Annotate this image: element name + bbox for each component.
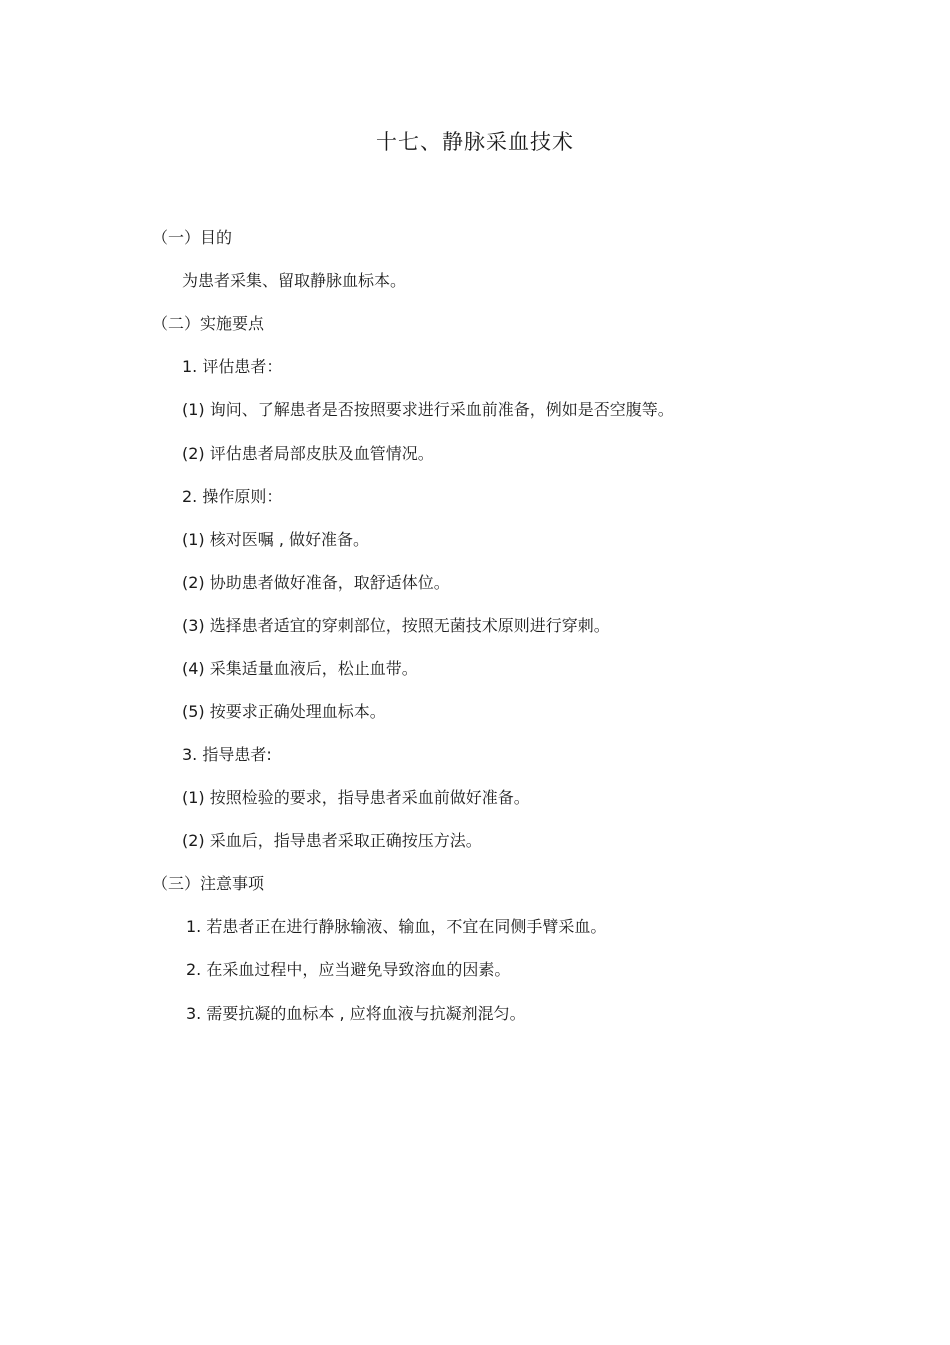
section-heading-key-points: （二）实施要点 — [152, 314, 265, 333]
list-item: (1) 询问、了解患者是否按照要求进行采血前准备，例如是否空腹等。 — [182, 400, 674, 419]
purpose-text: 为患者采集、留取静脉血标本。 — [182, 271, 407, 290]
list-item: 1. 若患者正在进行静脉输液、输血，不宜在同侧手臂采血。 — [186, 917, 607, 936]
list-item: (3) 选择患者适宜的穿刺部位，按照无菌技术原则进行穿刺。 — [182, 616, 610, 635]
section-heading-purpose: （一）目的 — [152, 228, 233, 247]
subheading-assess-patient: 1. 评估患者： — [182, 357, 283, 376]
list-item: (2) 协助患者做好准备，取舒适体位。 — [182, 573, 450, 592]
list-item: (1) 核对医嘱 , 做好准备。 — [182, 530, 370, 549]
list-item: (2) 评估患者局部皮肤及血管情况。 — [182, 444, 434, 463]
document-title: 十七、静脉采血技术 — [376, 130, 574, 154]
list-item: (2) 采血后，指导患者采取正确按压方法。 — [182, 831, 482, 850]
section-heading-precautions: （三）注意事项 — [152, 874, 265, 893]
subheading-operation-principles: 2. 操作原则： — [182, 487, 283, 506]
list-item: 2. 在采血过程中，应当避免导致溶血的因素。 — [186, 960, 511, 979]
list-item: 3. 需要抗凝的血标本 , 应将血液与抗凝剂混匀。 — [186, 1004, 526, 1023]
subheading-guide-patient: 3. 指导患者: — [182, 745, 272, 764]
list-item: (4) 采集适量血液后，松止血带。 — [182, 659, 418, 678]
list-item: (1) 按照检验的要求，指导患者采血前做好准备。 — [182, 788, 530, 807]
list-item: (5) 按要求正确处理血标本。 — [182, 702, 386, 721]
